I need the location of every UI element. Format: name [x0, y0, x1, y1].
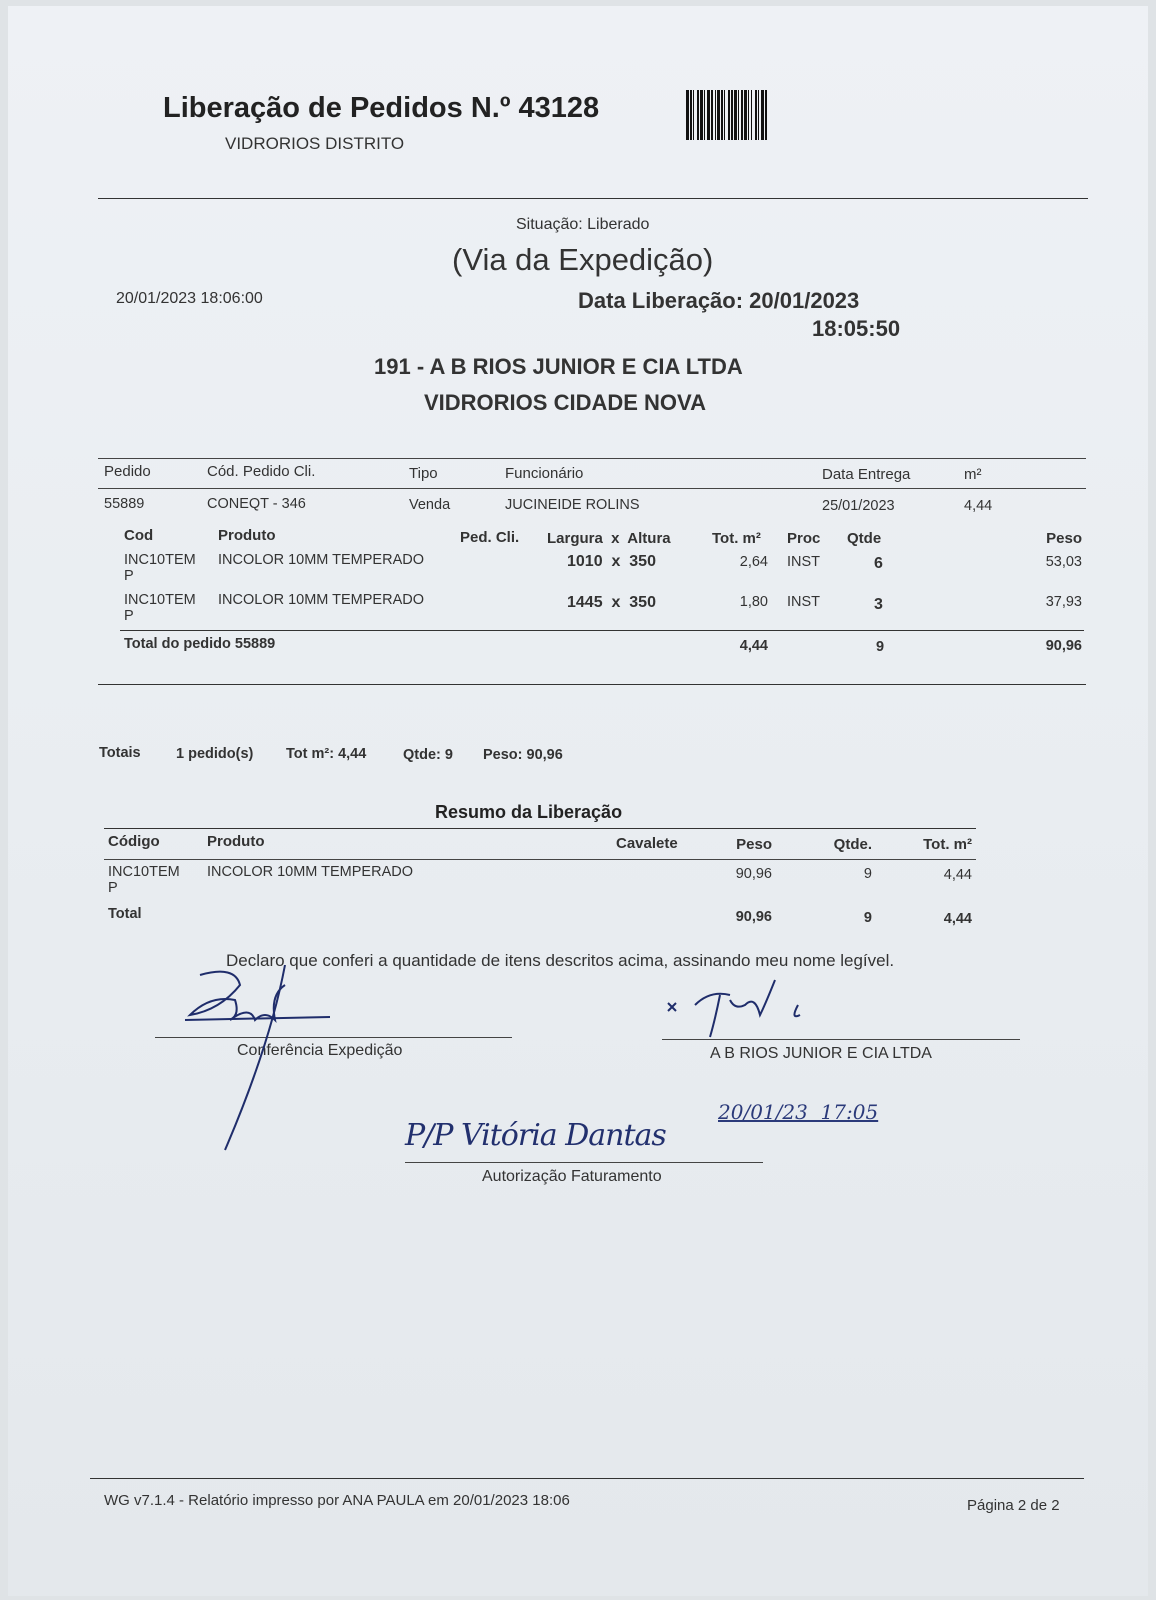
item-header-produto: Produto: [218, 527, 276, 544]
resumo-header-qtde: Qtde.: [833, 836, 872, 853]
resumo-cod: INC10TEM: [108, 864, 180, 880]
declaration-text: Declaro que conferi a quantidade de itens descritos acima, assinando meu nome legível.: [226, 951, 895, 970]
resumo-header-codigo: Código: [108, 833, 160, 850]
document-subtitle: VIDRORIOS DISTRITO: [225, 134, 405, 153]
totals-peso: Peso: 90,96: [483, 747, 563, 763]
item-proc: INST: [787, 594, 821, 610]
client-signature-label: A B RIOS JUNIOR E CIA LTDA: [710, 1045, 932, 1062]
item-proc: INST: [787, 554, 821, 570]
autorizacao-signature-line: [405, 1162, 763, 1163]
col-header-pedido: Pedido: [104, 463, 151, 480]
order-m2: 4,44: [964, 498, 993, 514]
resumo-header-cavalete: Cavalete: [616, 835, 678, 852]
col-header-cod-pedido-cli: Cód. Pedido Cli.: [207, 463, 316, 480]
item-tot-m2: 2,64: [739, 554, 768, 570]
order-tipo: Venda: [409, 497, 451, 513]
item-header-dims: Largura x Altura: [547, 530, 671, 547]
resumo-top-border: [104, 828, 976, 829]
handwritten-name: P/P Vitória Dantas: [405, 1118, 666, 1153]
barcode: [686, 90, 862, 140]
totals-pedidos: 1 pedido(s): [176, 746, 254, 762]
item-peso: 53,03: [1045, 554, 1082, 570]
totals-label: Totais: [99, 745, 141, 761]
footer-page-number: Página 2 de 2: [967, 1497, 1060, 1514]
items-total-border: [120, 630, 1084, 631]
item-header-qtde: Qtde: [847, 530, 882, 547]
order-total-qtde: 9: [876, 639, 885, 655]
resumo-peso: 90,96: [735, 866, 772, 882]
order-funcionario: JUCINEIDE ROLINS: [505, 497, 640, 513]
item-qtde: 3: [874, 596, 883, 613]
item-header-ped-cli: Ped. Cli.: [460, 529, 520, 546]
conferencia-label: Conferência Expedição: [237, 1042, 403, 1059]
client-store: VIDRORIOS CIDADE NOVA: [424, 390, 706, 415]
resumo-title: Resumo da Liberação: [435, 802, 623, 822]
resumo-header-peso: Peso: [736, 836, 772, 853]
autorizacao-label: Autorização Faturamento: [482, 1168, 662, 1185]
order-cod-pedido-cli: CONEQT - 346: [207, 496, 306, 512]
order-total-m2: 4,44: [739, 638, 768, 654]
liberacao-date: Data Liberação: 20/01/2023: [578, 288, 860, 313]
order-table-header-border: [98, 488, 1086, 489]
resumo-cod-cont: P: [108, 880, 118, 896]
item-produto: INCOLOR 10MM TEMPERADO: [218, 592, 424, 608]
resumo-header-tot-m2: Tot. m²: [923, 836, 972, 853]
footer-printed-by: WG v7.1.4 - Relatório impresso por ANA PAULA em 20/01/2023 18:06: [104, 1492, 570, 1509]
client-name: 191 - A B RIOS JUNIOR E CIA LTDA: [374, 354, 743, 379]
print-datetime: 20/01/2023 18:06:00: [116, 290, 263, 307]
header-divider: [98, 198, 1088, 199]
item-cod: INC10TEM: [124, 592, 196, 608]
col-header-tipo: Tipo: [409, 465, 438, 482]
document-title: Liberação de Pedidos N.º 43128: [163, 92, 600, 124]
item-header-peso: Peso: [1046, 530, 1082, 547]
totals-m2: Tot m²: 4,44: [286, 746, 367, 762]
item-header-proc: Proc: [787, 530, 821, 547]
col-header-funcionario: Funcionário: [505, 465, 584, 482]
item-cod: INC10TEM: [124, 552, 196, 568]
item-peso: 37,93: [1045, 594, 1082, 610]
liberacao-time: 18:05:50: [812, 316, 901, 341]
conferencia-signature: [180, 965, 340, 1155]
resumo-tot-m2: 4,44: [943, 867, 972, 883]
order-total-label: Total do pedido 55889: [124, 636, 276, 652]
order-table-top-border: [98, 458, 1086, 459]
totals-qtde: Qtde: 9: [403, 747, 453, 763]
item-qtde: 6: [874, 555, 883, 572]
via-label: (Via da Expedição): [452, 242, 714, 277]
item-dims: 1010 x 350: [567, 553, 656, 570]
order-section-divider: [98, 684, 1086, 685]
item-header-tot-m2: Tot. m²: [712, 530, 761, 547]
resumo-total-label: Total: [108, 906, 142, 922]
item-produto: INCOLOR 10MM TEMPERADO: [218, 552, 424, 568]
item-cod-cont: P: [124, 608, 134, 624]
handwritten-date: 20/01/23 17:05: [718, 1100, 879, 1124]
client-signature: [660, 965, 830, 1045]
col-header-data-entrega: Data Entrega: [822, 466, 911, 483]
status-text: Situação: Liberado: [516, 216, 650, 233]
order-pedido: 55889: [104, 496, 145, 512]
resumo-header-border: [104, 859, 976, 860]
order-data-entrega: 25/01/2023: [822, 498, 895, 514]
resumo-total-peso: 90,96: [735, 909, 772, 925]
resumo-header-produto: Produto: [207, 833, 265, 850]
item-tot-m2: 1,80: [739, 594, 768, 610]
resumo-total-tot-m2: 4,44: [943, 911, 972, 927]
item-dims: 1445 x 350: [567, 594, 656, 611]
footer-divider: [90, 1478, 1084, 1479]
resumo-qtde: 9: [863, 866, 872, 882]
resumo-produto: INCOLOR 10MM TEMPERADO: [207, 864, 413, 880]
col-header-m2: m²: [964, 466, 982, 483]
item-cod-cont: P: [124, 568, 134, 584]
order-total-peso: 90,96: [1045, 638, 1082, 654]
item-header-cod: Cod: [124, 527, 154, 544]
resumo-total-qtde: 9: [863, 910, 872, 926]
